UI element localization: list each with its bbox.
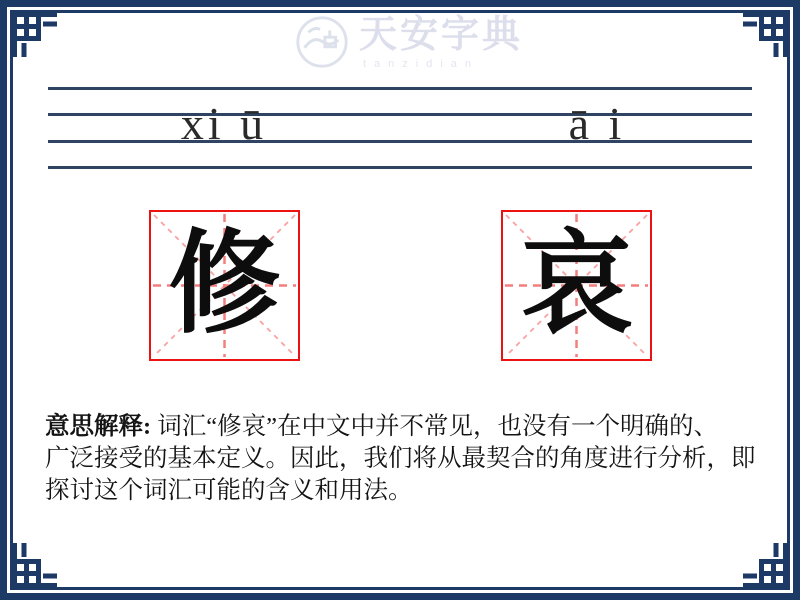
brand-logo bbox=[293, 13, 523, 71]
character-grid-box-first bbox=[149, 210, 300, 361]
definition-paragraph bbox=[45, 411, 761, 507]
fret-corner-ornament-top-left bbox=[7, 7, 57, 57]
brand-name: 天安字典 bbox=[359, 14, 524, 56]
hanzi-character-first: 修 bbox=[168, 223, 281, 347]
definition-text: 词汇“修哀”在中文中并不常见，也没有一个明确的、 bbox=[151, 413, 719, 440]
definition-line: 广泛接受的基本定义。因此，我们将从最契合的角度进行分析，即 bbox=[45, 445, 756, 472]
fret-corner-ornament-bottom-right bbox=[743, 543, 793, 593]
definition-line bbox=[45, 411, 761, 443]
definition-label: 意思解释: bbox=[45, 413, 152, 440]
pinyin-guideline bbox=[48, 87, 752, 90]
pinyin-first-syllable: xi ū bbox=[180, 98, 268, 149]
definition-line: 探讨这个词汇可能的含义和用法。 bbox=[45, 477, 413, 504]
brand-subtitle: tanzidian bbox=[363, 58, 480, 70]
fret-corner-ornament-bottom-left bbox=[7, 543, 57, 593]
hanzi-character-second: 哀 bbox=[520, 223, 633, 347]
fret-corner-ornament-top-right bbox=[743, 7, 793, 57]
pinyin-guideline bbox=[48, 166, 752, 169]
pinyin-second-syllable: ā i bbox=[568, 98, 626, 149]
character-grid-box-second bbox=[501, 210, 652, 361]
seal-globe-icon bbox=[293, 13, 351, 71]
